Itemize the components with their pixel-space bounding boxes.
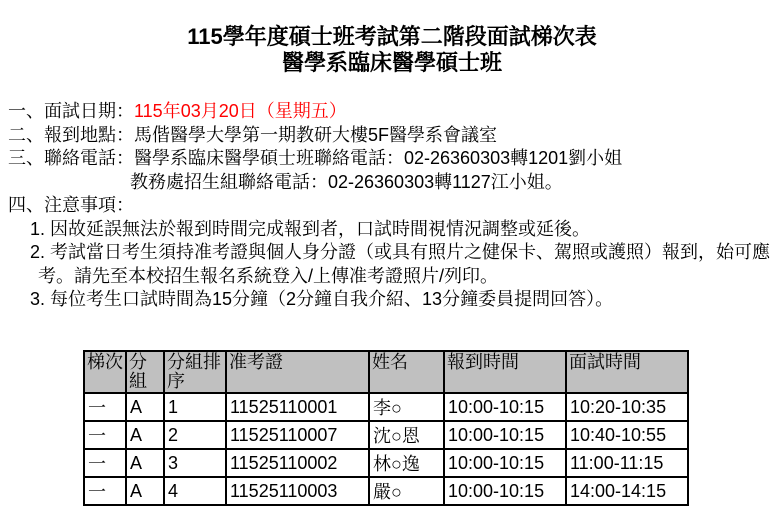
schedule-cell: 1 xyxy=(164,393,226,421)
schedule-cell: A xyxy=(126,477,164,505)
info-interview-date-value: 115年03月20日（星期五） xyxy=(134,101,347,121)
schedule-cell: 一 xyxy=(84,393,126,421)
schedule-table xyxy=(83,350,689,506)
title-block xyxy=(0,24,784,76)
schedule-cell: A xyxy=(126,393,164,421)
schedule-table-head xyxy=(84,351,688,393)
info-contact-phone-2: 教務處招生組聯絡電話：02-26360303轉1127江小姐。 xyxy=(130,171,563,192)
schedule-cell: 10:00-10:15 xyxy=(444,393,566,421)
schedule-cell: 11:00-11:15 xyxy=(566,449,688,477)
note-3: 3. 每位考生口試時間為15分鐘（2分鐘自我介紹、13分鐘委員提問回答）。 xyxy=(30,289,614,309)
note-1: 1. 因故延誤無法於報到時間完成報到者，口試時間視情況調整或延後。 xyxy=(30,218,591,239)
schedule-header-4: 姓名 xyxy=(369,351,444,393)
info-interview-date xyxy=(8,100,784,124)
schedule-header-3: 准考證 xyxy=(226,351,369,393)
document-subtitle: 醫學系臨床醫學碩士班 xyxy=(281,50,502,75)
schedule-row xyxy=(84,449,688,477)
document-title: 115學年度碩士班考試第二階段面試梯次表 xyxy=(187,24,597,49)
note-2: 2. 考試當日考生須持准考證與個人身分證（或具有照片之健保卡、駕照或護照）報到，始可應 xyxy=(30,242,771,262)
schedule-cell: 14:00-14:15 xyxy=(566,477,688,505)
schedule-cell: 10:00-10:15 xyxy=(444,449,566,477)
info-checkin-location: 二、報到地點：馬偕醫學大學第一期教研大樓5F醫學系會議室 xyxy=(8,124,498,145)
schedule-row xyxy=(84,421,688,449)
schedule-cell: 11525110007 xyxy=(226,421,369,449)
note-2-continued: 考。請先至本校招生報名系統登入/上傳准考證照片/列印。 xyxy=(38,265,498,286)
schedule-cell: 嚴○ xyxy=(369,477,444,505)
schedule-cell: A xyxy=(126,421,164,449)
schedule-cell: 11525110001 xyxy=(226,393,369,421)
schedule-header-5: 報到時間 xyxy=(444,351,566,393)
schedule-row xyxy=(84,477,688,505)
schedule-header-6: 面試時間 xyxy=(566,351,688,393)
schedule-header-row xyxy=(84,351,688,393)
schedule-cell: 林○逸 xyxy=(369,449,444,477)
schedule-cell: 李○ xyxy=(369,393,444,421)
schedule-cell: 10:00-10:15 xyxy=(444,421,566,449)
schedule-cell: A xyxy=(126,449,164,477)
schedule-cell: 一 xyxy=(84,477,126,505)
schedule-cell: 10:40-10:55 xyxy=(566,421,688,449)
schedule-cell: 2 xyxy=(164,421,226,449)
schedule-header-0: 梯次 xyxy=(84,351,126,393)
notes-heading: 四、注意事項： xyxy=(8,195,134,215)
schedule-cell: 11525110003 xyxy=(226,477,369,505)
schedule-cell: 10:20-10:35 xyxy=(566,393,688,421)
schedule-cell: 一 xyxy=(84,449,126,477)
info-contact-phone: 三、聯絡電話：醫學系臨床醫學碩士班聯絡電話：02-26360303轉1201劉小姐 xyxy=(8,148,623,168)
schedule-cell: 10:00-10:15 xyxy=(444,477,566,505)
schedule-cell: 3 xyxy=(164,449,226,477)
schedule-header-1: 分組 xyxy=(126,351,164,393)
schedule-header-2: 分組排序 xyxy=(164,351,226,393)
schedule-cell: 11525110002 xyxy=(226,449,369,477)
schedule-cell: 沈○恩 xyxy=(369,421,444,449)
schedule-cell: 4 xyxy=(164,477,226,505)
document-body xyxy=(8,100,784,312)
schedule-cell: 一 xyxy=(84,421,126,449)
info-interview-date-label: 一、面試日期： xyxy=(8,101,134,121)
schedule-table-body xyxy=(84,393,688,505)
schedule-row xyxy=(84,393,688,421)
